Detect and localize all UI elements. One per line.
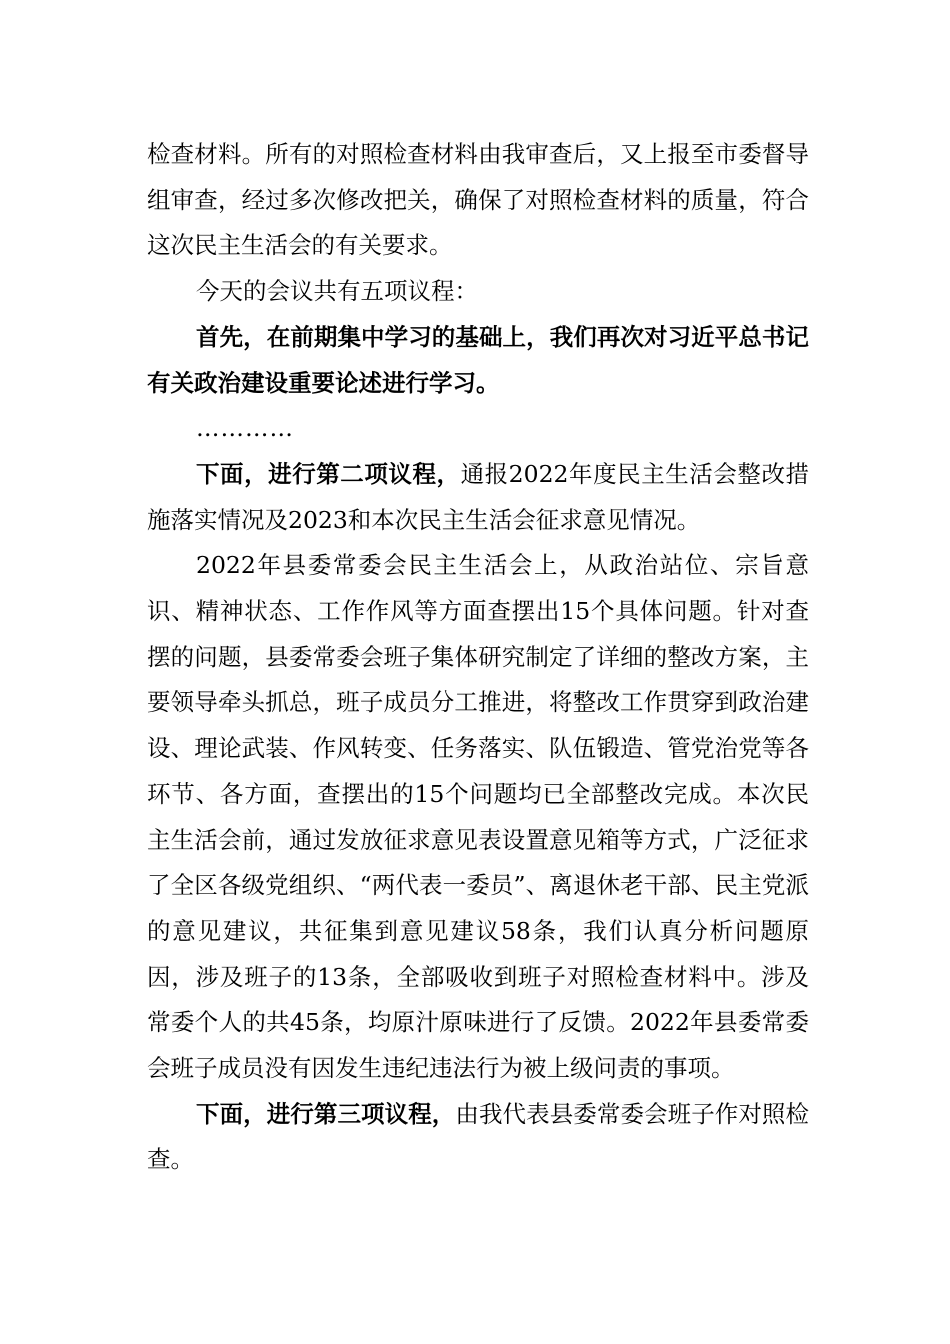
second-agenda-text: 通报2022年度民主生活会整改措施落实情况及2023和本次民主生活会征求意见情况。 [147,459,810,534]
paragraph-materials-review: 检查材料。所有的对照检查材料由我审查后，又上报至市委督导组审查，经过多次修改把关，确保了对照检查材料的质量，符合这次民主生活会的有关要求。 [147,140,809,260]
third-agenda-lead: 下面，进行第三项议程， [196,1099,456,1128]
third-agenda-text: 由我代表县委常委会班子作对照检查。 [147,1099,810,1174]
paragraph-rectification-report: 2022年县委常委会民主生活会上，从政治站位、宗旨意识、精神状态、工作作风等方面查摆出15个具体问题。针对查摆的问题，县委常委会班子集体研究制定了详细的整改方案，主要领导牵头抓总，班子成员分工推进，将整改工作贯穿到政治建设、理论武装、作风转变、任务落实、队伍锻造、管党治党等各环节、各方面，查摆出的15个问题均已全部整改完成。本次民主生活会前，通过发放征求意见表设置意见箱等方式，广泛征求了全区各级党组织、“两代表一委员”、离退休老干部、民主党派的意见建议，共征集到意见建议58条，我们认真分析问题原因，涉及班子的13条，全部吸收到班子对照检查材料中。涉及常委个人的共45条，均原汁原味进行了反馈。2022年县委常委会班子成员没有因发生违纪违法行为被上级问责的事项。 [147,551,809,1083]
document-body [147,132,809,1183]
paragraph-third-agenda [147,1092,809,1183]
second-agenda-lead: 下面，进行第二项议程， [196,459,461,488]
paragraph-ellipsis: ………… [196,414,294,443]
paragraph-second-agenda [147,452,809,543]
paragraph-agenda-intro: 今天的会议共有五项议程： [196,277,478,306]
paragraph-first-agenda: 首先，在前期集中学习的基础上，我们再次对习近平总书记有关政治建设重要论述进行学习。 [147,322,809,397]
